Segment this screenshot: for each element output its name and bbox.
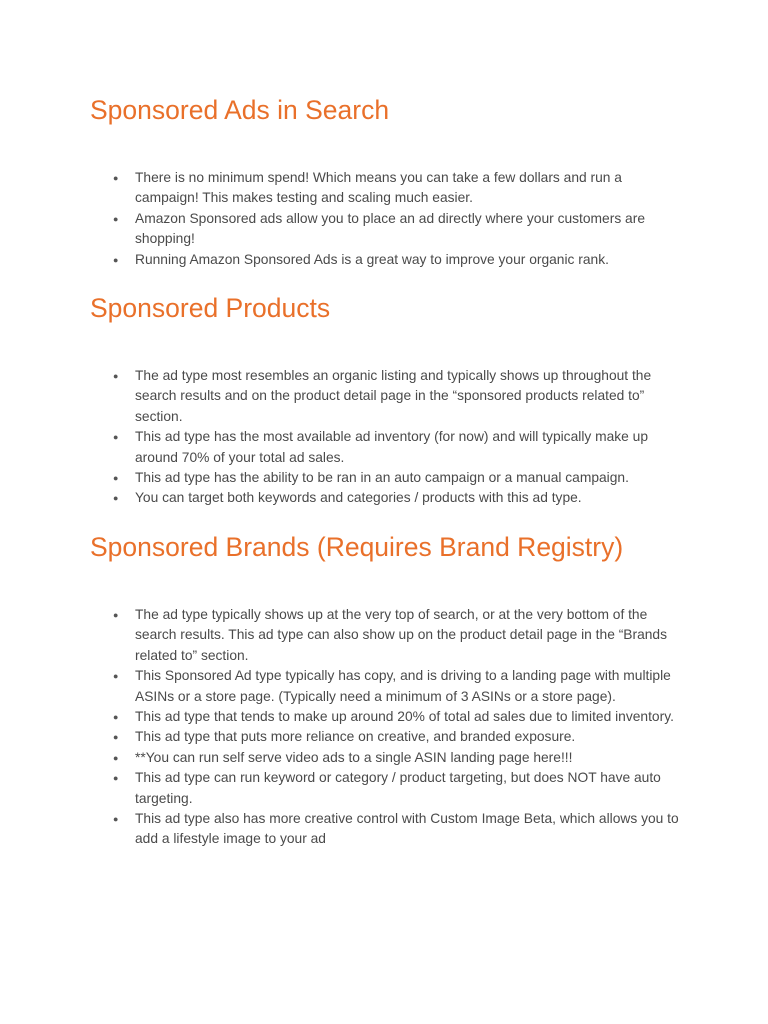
list-item <box>109 468 689 488</box>
list-item <box>109 366 689 427</box>
list-item-text: Amazon Sponsored ads allow you to place an ad directly where your customers are shopping! <box>135 210 645 247</box>
bullet-icon: ● <box>113 814 119 825</box>
bullet-list-sponsored-ads-in-search <box>109 168 689 270</box>
list-item <box>109 666 689 707</box>
list-item-text: **You can run self serve video ads to a single ASIN landing page here!!! <box>135 749 573 765</box>
list-item-text: This ad type also has more creative control with Custom Image Beta, which allows you to add a lifestyle image to your ad <box>135 811 679 847</box>
list-item <box>109 250 689 270</box>
bullet-icon: ● <box>113 493 119 504</box>
section-heading-sponsored-products: Sponsored Products <box>90 293 331 323</box>
list-item-text: This ad type has the ability to be ran in an auto campaign or a manual campaign. <box>135 470 629 486</box>
bullet-icon: ● <box>113 671 119 682</box>
list-item <box>109 809 689 850</box>
bullet-icon: ● <box>113 371 119 381</box>
list-item-text: You can target both keywords and categories / products with this ad type. <box>135 490 582 506</box>
section-heading-sponsored-ads-in-search: Sponsored Ads in Search <box>90 95 390 125</box>
list-item-text: This Sponsored Ad type typically has copy, and is driving to a landing page with multiple ASINs or a store page. (Typically need a minimum of 3 ASINs or a store page). <box>135 668 671 704</box>
list-item <box>109 768 689 809</box>
section-heading-sponsored-brands: Sponsored Brands (Requires Brand Registry) <box>90 532 624 562</box>
list-item-text: This ad type that tends to make up around 20% of total ad sales due to limited inventory. <box>135 709 674 725</box>
bullet-icon: ● <box>113 432 119 443</box>
bullet-icon: ● <box>113 712 119 723</box>
list-item <box>109 168 689 209</box>
bullet-icon: ● <box>113 752 119 763</box>
list-item-text: This ad type that puts more reliance on creative, and branded exposure. <box>135 729 576 745</box>
list-item <box>109 748 689 768</box>
bullet-list-sponsored-brands <box>109 605 689 850</box>
bullet-icon: ● <box>113 610 119 620</box>
bullet-icon: ● <box>113 254 119 265</box>
list-item <box>109 727 689 747</box>
list-item <box>109 209 689 250</box>
list-item-text: Running Amazon Sponsored Ads is a great way to improve your organic rank. <box>135 251 609 267</box>
list-item <box>109 605 689 666</box>
list-item-text: The ad type typically shows up at the very top of search, or at the very bottom of the search results. This ad type can also show up on the product detail page in the “Brands related to” section. <box>135 607 668 663</box>
list-item-text: There is no minimum spend! Which means you can take a few dollars and run a campaign! This makes testing and scaling much easier. <box>135 170 622 206</box>
list-item <box>109 707 689 727</box>
list-item <box>109 427 689 468</box>
list-item-text: The ad type most resembles an organic listing and typically shows up throughout the search results and on the product detail page in the “sponsored products related to” section. <box>135 368 652 424</box>
bullet-icon: ● <box>113 732 119 743</box>
bullet-icon: ● <box>113 173 119 183</box>
bullet-icon: ● <box>113 773 119 784</box>
bullet-icon: ● <box>113 473 119 484</box>
list-item-text: This ad type has the most available ad inventory (for now) and will typically make up around 70% of your total ad sales. <box>135 429 649 465</box>
list-item <box>109 488 689 508</box>
bullet-icon: ● <box>113 213 119 224</box>
bullet-list-sponsored-products <box>109 366 689 509</box>
list-item-text: This ad type can run keyword or category / product targeting, but does NOT have auto targeting. <box>135 770 661 806</box>
